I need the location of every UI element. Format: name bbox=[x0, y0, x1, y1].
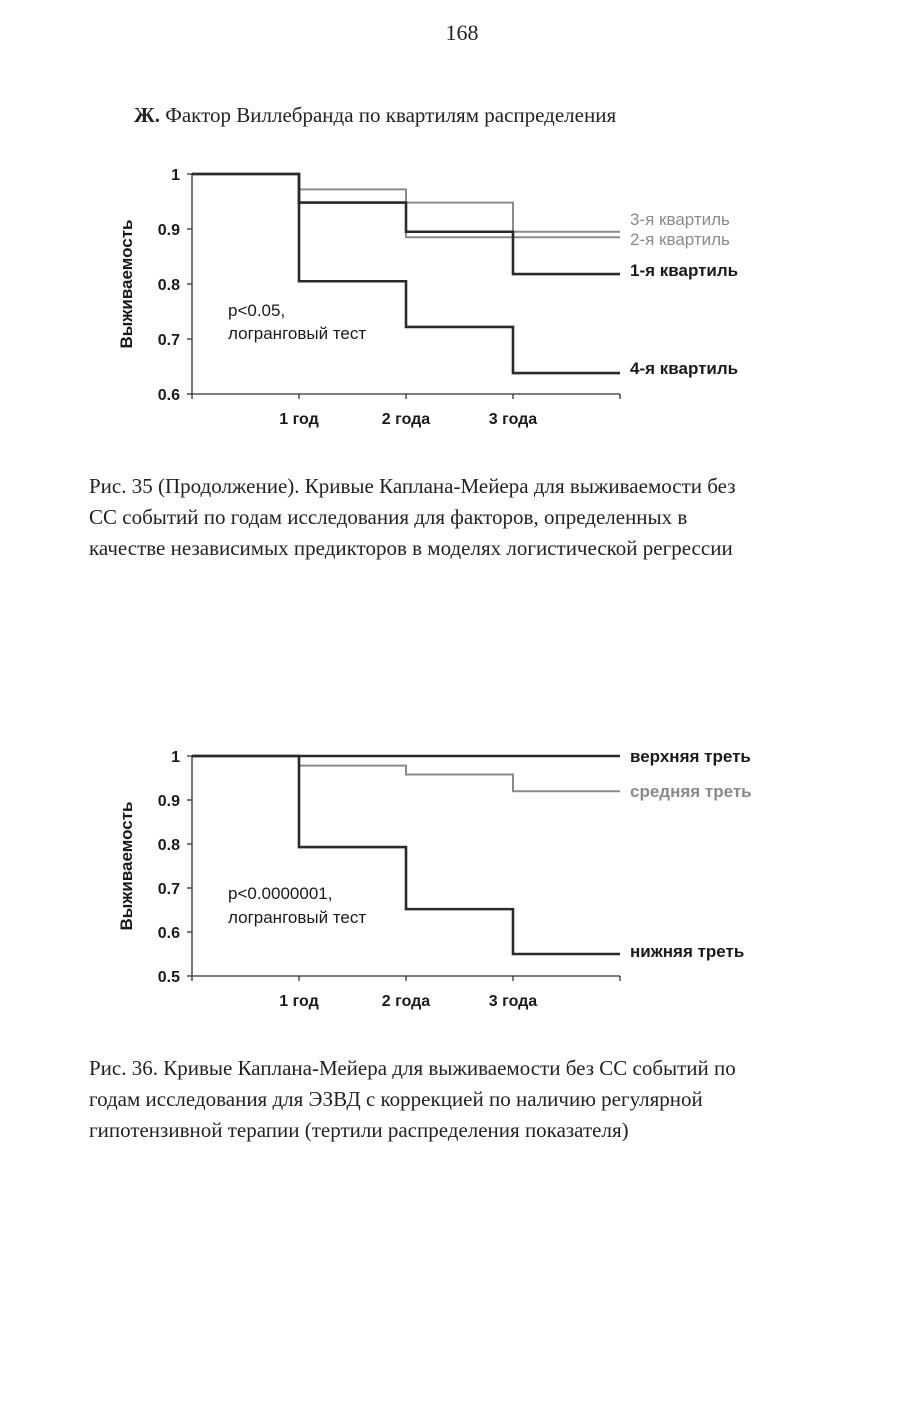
figure-heading bbox=[134, 103, 616, 128]
x-tick-label: 2 года bbox=[381, 993, 431, 1010]
y-tick-label: 0.8 bbox=[157, 277, 180, 294]
p-value-annotation: p<0.0000001, bbox=[228, 884, 333, 903]
y-tick-label: 0.9 bbox=[157, 222, 180, 239]
page-number: 168 bbox=[445, 20, 479, 45]
caption-line: качестве независимых предикторов в моделях логистической регрессии bbox=[89, 536, 733, 560]
y-tick-label: 0.7 bbox=[157, 881, 180, 898]
y-tick-label: 0.6 bbox=[157, 387, 180, 404]
x-tick-label: 2 года bbox=[381, 411, 431, 428]
series-label: 3-я квартиль bbox=[630, 210, 730, 229]
p-value-annotation: p<0.05, bbox=[228, 301, 286, 320]
y-tick-label: 0.6 bbox=[157, 925, 180, 942]
y-tick-label: 0.7 bbox=[157, 332, 180, 349]
y-tick-label: 1 bbox=[171, 167, 180, 184]
y-tick-label: 1 bbox=[171, 749, 180, 766]
survival-curve-2 bbox=[192, 756, 620, 791]
figure-caption-35 bbox=[89, 471, 859, 564]
caption-line: гипотензивной терапии (тертили распределения показателя) bbox=[89, 1118, 629, 1142]
figure-heading-text: Фактор Виллебранда по квартилям распределения bbox=[160, 103, 617, 127]
x-tick-label: 1 год bbox=[279, 993, 319, 1010]
series-label: 1-я квартиль bbox=[630, 261, 739, 280]
y-axis-label: Выживаемость bbox=[117, 219, 136, 349]
series-label: средняя треть bbox=[630, 782, 752, 801]
series-label: 2-я квартиль bbox=[630, 230, 730, 249]
x-tick-label: 3 года bbox=[488, 411, 538, 428]
x-tick-label: 1 год bbox=[279, 411, 319, 428]
x-tick-label: 3 года bbox=[488, 993, 538, 1010]
figure-caption-36 bbox=[89, 1053, 859, 1146]
chart-svg-ezvd bbox=[0, 735, 924, 1025]
y-tick-label: 0.9 bbox=[157, 793, 180, 810]
caption-line: Рис. 35 (Продолжение). Кривые Каплана-Мейера для выживаемости без bbox=[89, 474, 736, 498]
p-value-annotation: логранговый тест bbox=[228, 324, 367, 343]
p-value-annotation: логранговый тест bbox=[228, 908, 367, 927]
caption-line: годам исследования для ЭЗВД с коррекцией по наличию регулярной bbox=[89, 1087, 703, 1111]
series-label: 4-я квартиль bbox=[630, 359, 739, 378]
chart-svg-vwf bbox=[0, 150, 924, 440]
caption-line: СС событий по годам исследования для факторов, определенных в bbox=[89, 505, 688, 529]
caption-line: Рис. 36. Кривые Каплана-Мейера для выживаемости без СС событий по bbox=[89, 1056, 736, 1080]
y-axis-label: Выживаемость bbox=[117, 801, 136, 931]
y-tick-label: 0.5 bbox=[157, 969, 180, 986]
series-label: нижняя треть bbox=[630, 942, 745, 961]
kaplan-meier-chart-vwf bbox=[0, 150, 924, 440]
series-label: верхняя треть bbox=[630, 747, 751, 766]
figure-letter: Ж. bbox=[134, 103, 161, 127]
y-tick-label: 0.8 bbox=[157, 837, 180, 854]
kaplan-meier-chart-ezvd bbox=[0, 735, 924, 1025]
